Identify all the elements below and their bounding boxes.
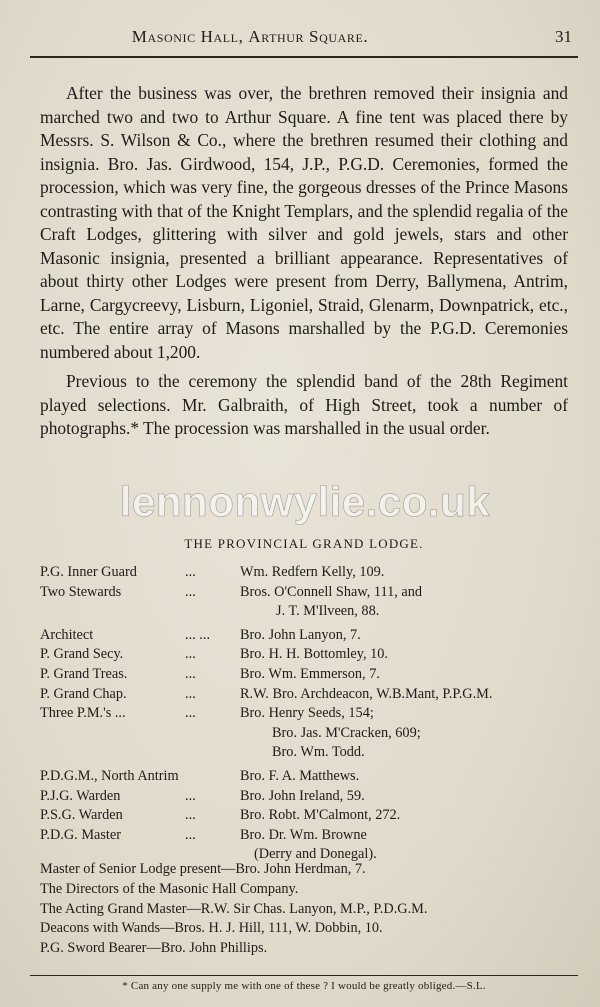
section-heading: THE PROVINCIAL GRAND LODGE.	[184, 536, 424, 551]
watermark: lennonwylie.co.uk	[119, 478, 491, 525]
officer-row	[40, 787, 572, 807]
office-title: P. Grand Chap.	[40, 685, 127, 702]
leader-dots: ...	[185, 685, 196, 702]
office-title: P.D.G. Master	[40, 826, 122, 843]
leader-dots: ...	[185, 705, 196, 722]
leader-dots: ...	[185, 787, 196, 804]
page-header	[30, 18, 578, 58]
leader-dots: ...	[185, 826, 196, 843]
office-title: Architect	[40, 626, 94, 643]
note-line: The Acting Grand Master—R.W. Sir Chas. Lanyon, M.P., P.D.G.M.	[40, 900, 428, 917]
officer-list	[40, 563, 572, 865]
holder-line: J. T. M'Ilveen, 88.	[276, 603, 380, 620]
office-title: P.D.G.M., North Antrim	[40, 767, 179, 784]
leader-dots: ...	[185, 564, 196, 580]
note-line: P.G. Sword Bearer—Bro. John Phillips.	[40, 940, 268, 957]
officer-row	[40, 626, 572, 646]
leader-dots: ...	[185, 646, 196, 663]
office-holder: Bro. Robt. M'Calmont, 272.	[240, 807, 401, 824]
paragraph: Previous to the ceremony the splendid band of the 28th Regiment played selections. Mr. Galbraith, of High Street, took a number of photographs.* The procession was marshalled in the usual order.	[40, 371, 568, 438]
office-title: P.J.G. Warden	[40, 787, 121, 804]
office-holder	[240, 583, 572, 622]
footnote-rule	[30, 975, 578, 976]
holder-line: Bro. Jas. M'Cracken, 609;	[272, 724, 421, 741]
note-line: Deacons with Wands—Bros. H. J. Hill, 111, W. Dobbin, 10.	[40, 920, 383, 937]
office-holder: Bro. John Ireland, 59.	[240, 787, 365, 804]
office-title: Two Stewards	[40, 583, 122, 600]
officer-row	[40, 806, 572, 826]
holder-line: Bro. Henry Seeds, 154;	[240, 705, 374, 722]
officer-row	[40, 665, 572, 685]
office-title: P. Grand Treas.	[40, 665, 128, 682]
officer-row	[40, 685, 572, 705]
officer-row	[40, 767, 572, 787]
note-line: Master of Senior Lodge present—Bro. John Herdman, 7.	[40, 861, 366, 877]
office-title: Three P.M.'s ...	[40, 705, 126, 722]
officer-row	[40, 583, 572, 622]
officer-row	[40, 645, 572, 665]
leader-dots: ...	[185, 665, 196, 682]
office-holder: Bro. H. H. Bottomley, 10.	[240, 646, 388, 663]
page-number: 31	[555, 27, 572, 46]
holder-line: Bro. Dr. Wm. Browne	[240, 826, 367, 843]
officer-row	[40, 563, 572, 583]
note-line: The Directors of the Masonic Hall Company.	[40, 880, 299, 897]
officer-row	[40, 704, 572, 763]
holder-line: Bros. O'Connell Shaw, 111, and	[240, 583, 423, 600]
holder-line: Bro. Wm. Todd.	[272, 744, 365, 761]
office-holder: Bro. John Lanyon, 7.	[240, 626, 361, 643]
leader-dots: ... ...	[185, 626, 211, 643]
leader-dots: ...	[185, 807, 196, 824]
holder-line: (Derry and Donegal).	[254, 846, 377, 863]
body-text	[40, 82, 568, 447]
office-holder: Bro. Wm. Emmerson, 7.	[240, 665, 380, 682]
leader-dots: ...	[185, 583, 196, 600]
office-holder: Bro. F. A. Matthews.	[240, 767, 360, 784]
office-holder: Wm. Redfern Kelly, 109.	[240, 564, 385, 580]
footnote: * Can any one supply me with one of these ? I would be greatly obliged.—S.L.	[122, 980, 486, 992]
office-holder: R.W. Bro. Archdeacon, W.B.Mant, P.P.G.M.	[240, 685, 493, 702]
running-title: Masonic Hall, Arthur Square.	[131, 27, 369, 46]
procession-notes	[40, 860, 572, 959]
office-holder	[240, 704, 572, 763]
office-title: P. Grand Secy.	[40, 646, 124, 663]
office-title: P.G. Inner Guard	[40, 564, 137, 580]
paragraph: After the business was over, the brethren removed their insignia and marched two and two to Arthur Square. A fine tent was placed there by Messrs. S. Wilson & Co., where the brethren resumed their clothing and insignia. Bro. Jas. Girdwood, 154, J.P., P.G.D. Ceremonies, formed the procession, which was very fine, the gorgeous dresses of the Prince Masons contrasting with that of the Knight Templars, and the splendid regalia of the Craft Lodges, glittering with silver and gold jewels, stars and other Masonic insignia, presented a brilliant appearance. Representatives of about thirty other Lodges were present from Derry, Ballymena, Antrim, Larne, Cargycreevy, Lisburn, Ligoniel, Straid, Glenarm, Downpatrick, etc., etc. The entire array of Masons marshalled by the P.G.D. Ceremonies numbered about 1,200.	[40, 83, 568, 362]
office-title: P.S.G. Warden	[40, 807, 123, 824]
